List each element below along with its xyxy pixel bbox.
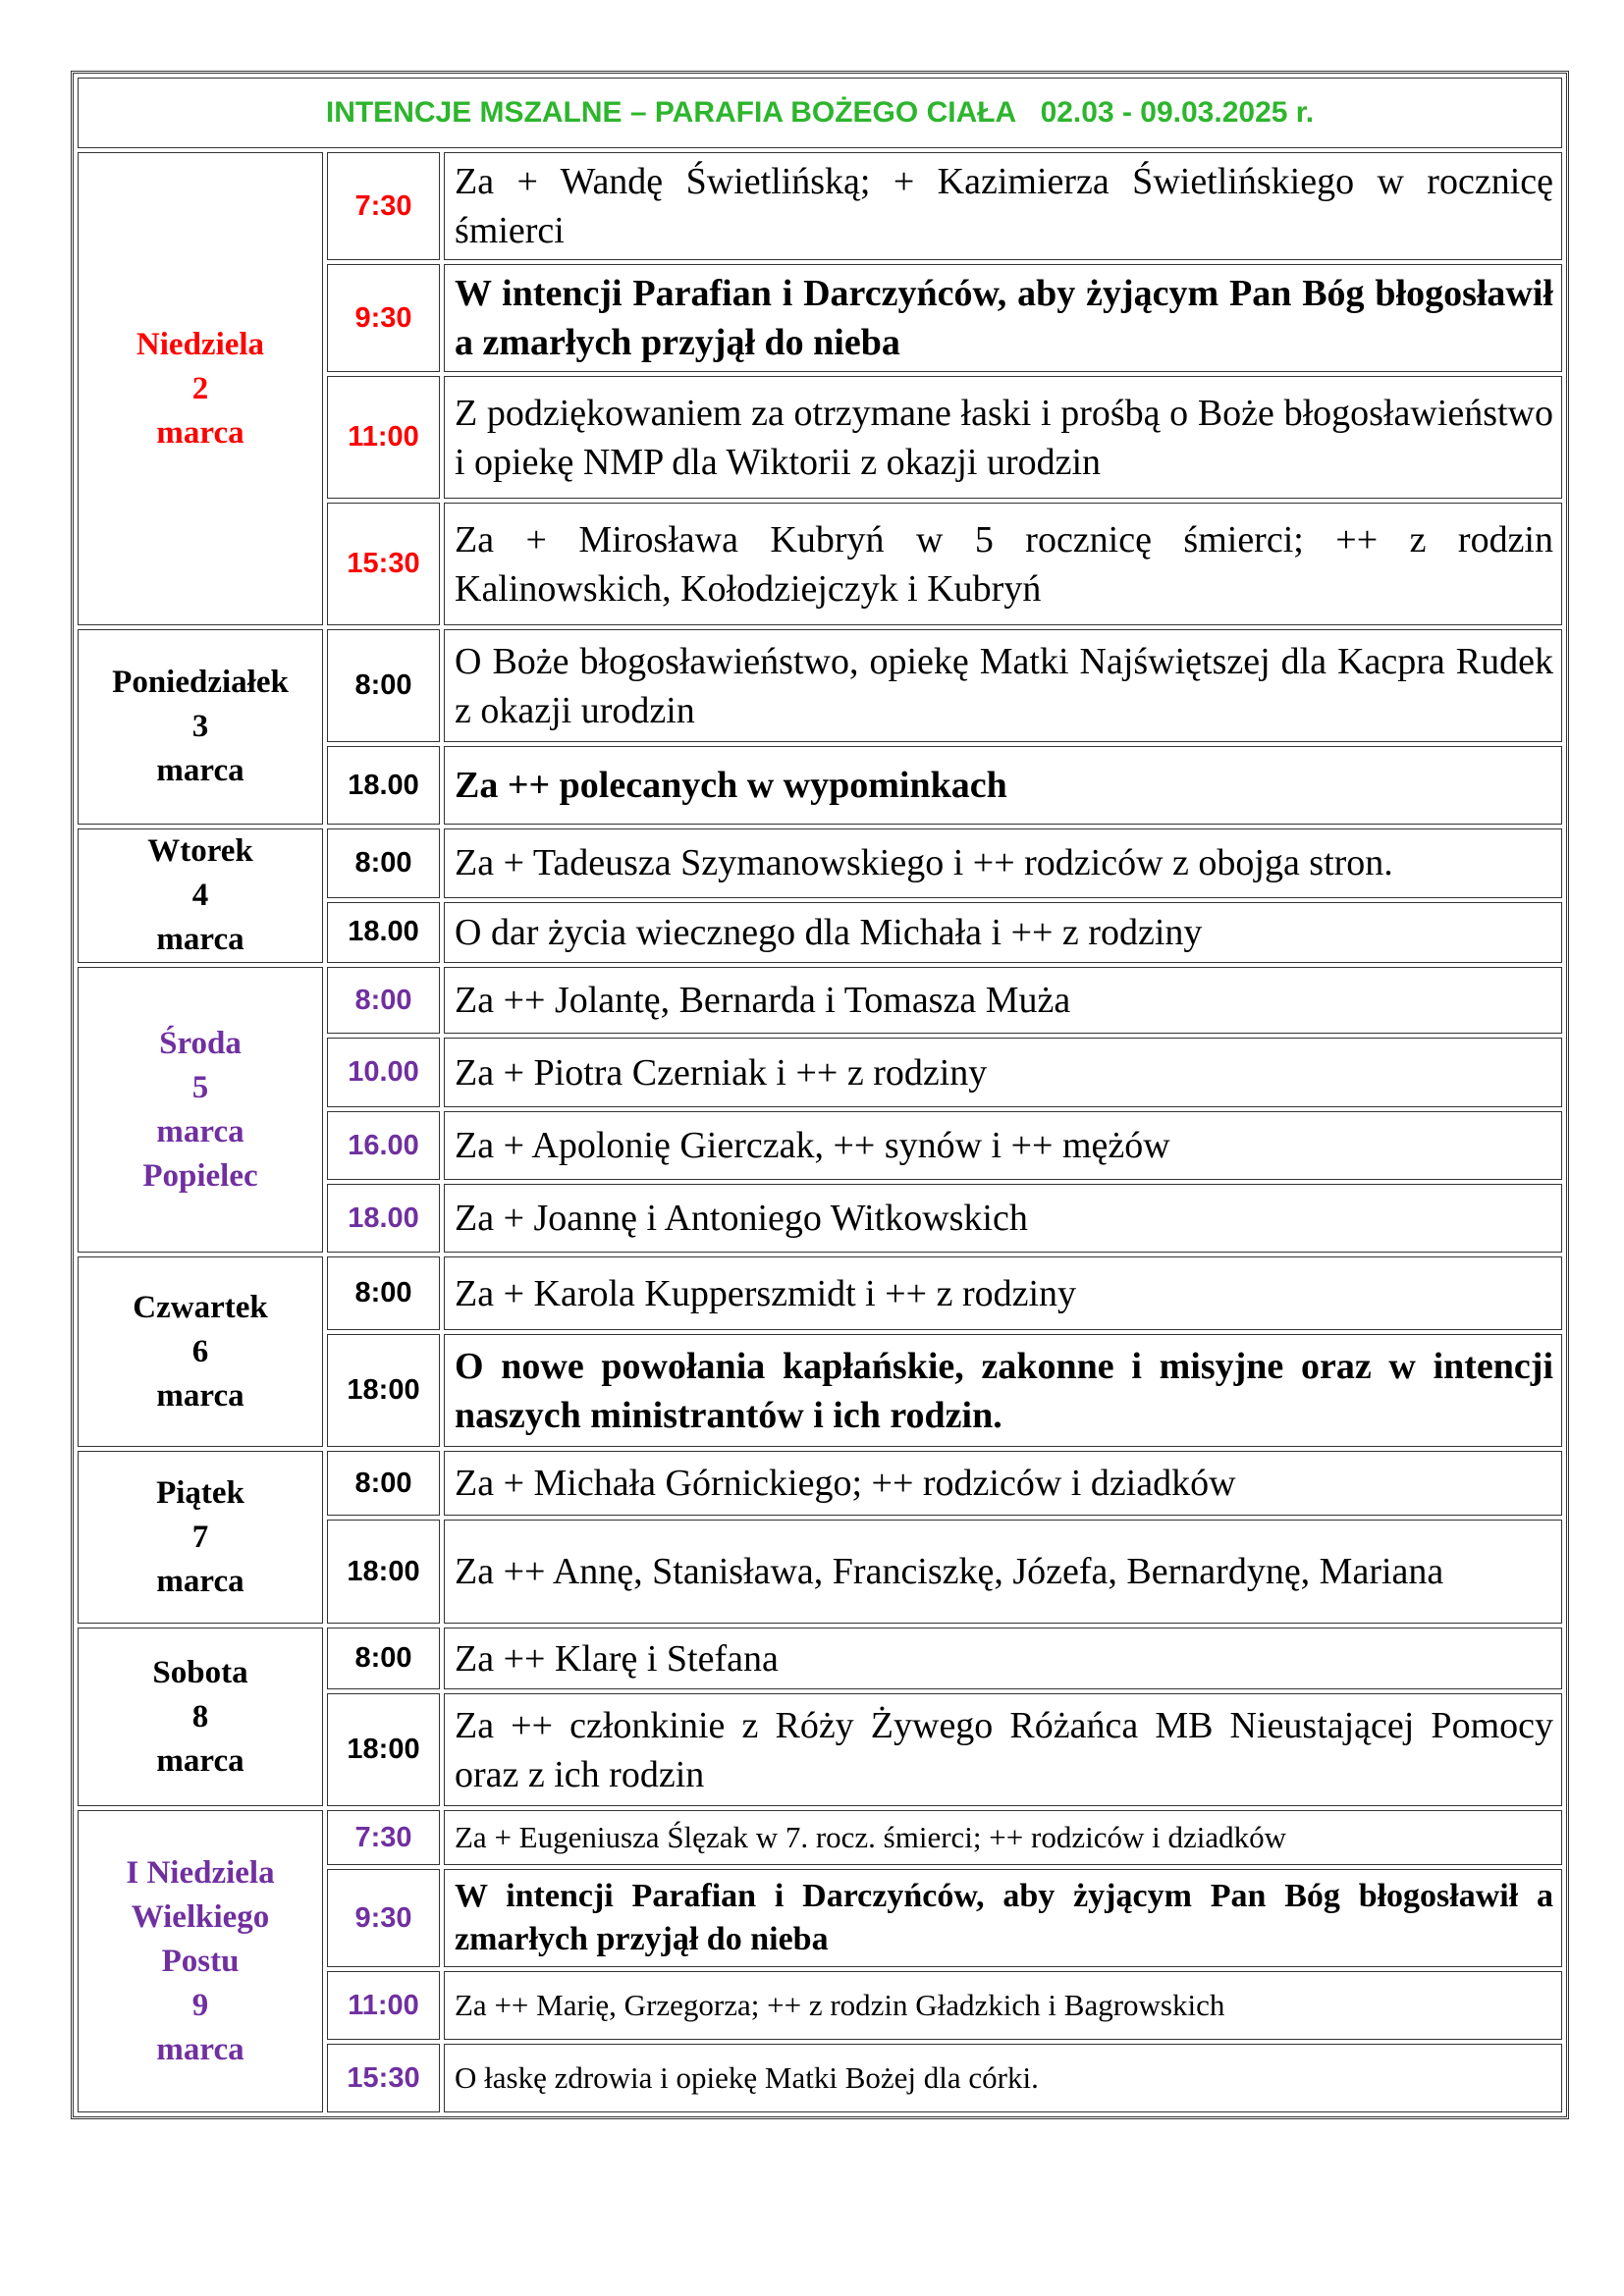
day-label-line: Wielkiego [131,1898,270,1935]
title-cell [78,78,1562,148]
day-cell [78,967,323,1253]
mass-time: 8:00 [327,629,440,742]
day-label-line: marca [156,414,244,451]
day-label-line: marca [156,1563,244,1599]
day-cell [78,828,323,963]
mass-time: 18.00 [327,746,440,825]
mass-time: 9:30 [327,264,440,372]
mass-intention: Za + Apolonię Gierczak, ++ synów i ++ mężów [444,1111,1562,1180]
day-label-line: Czwartek [133,1289,268,1325]
day-label-line: 4 [191,878,209,913]
mass-time: 18:00 [327,1520,440,1624]
day-label-line: marca [156,753,244,788]
mass-time: 18:00 [327,1693,440,1806]
mass-intention: W intencji Parafian i Darczyńców, aby żyjącym Pan Bóg błogosławił a zmarłych przyjął do nieba [444,1869,1562,1967]
mass-row [78,1451,1562,1516]
day-label-line: Wtorek [147,833,253,869]
day-label-line: Środa [159,1025,242,1061]
mass-intention: Za + Tadeusza Szymanowskiego i ++ rodziców z obojga stron. [444,828,1562,898]
day-label-line: marca [156,1377,244,1414]
day-label-line: marca [156,922,244,957]
day-label-line: Popielec [142,1157,258,1194]
mass-intention: Za ++ Annę, Stanisława, Franciszkę, Józefa, Bernardynę, Mariana [444,1520,1562,1624]
day-label-line: I Niedziela [126,1854,275,1891]
mass-intention: Za + Michała Górnickiego; ++ rodziców i dziadków [444,1451,1562,1516]
day-label-line: 2 [191,370,209,406]
day-label-line: 9 [191,1987,209,2023]
mass-time: 18.00 [327,902,440,963]
mass-intention: Za + Karola Kupperszmidt i ++ z rodziny [444,1256,1562,1330]
mass-time: 9:30 [327,1869,440,1967]
day-label-line: marca [156,1113,244,1149]
mass-time: 11:00 [327,376,440,499]
mass-time: 15:30 [327,503,440,625]
mass-intention: Za ++ Jolantę, Bernarda i Tomasza Muża [444,967,1562,1034]
mass-row [78,1810,1562,1865]
mass-row [78,1628,1562,1689]
mass-intention: O dar życia wiecznego dla Michała i ++ z rodziny [444,902,1562,963]
page-title: INTENCJE MSZALNE – PARAFIA BOŻEGO CIAŁA [325,96,1017,129]
mass-intention: Za ++ Klarę i Stefana [444,1628,1562,1689]
mass-intention: Z podziękowaniem za otrzymane łaski i prośbą o Boże błogosławieństwo i opiekę NMP dla Wiktorii z okazji urodzin [444,376,1562,499]
mass-time: 10.00 [327,1038,440,1107]
mass-intention: Za + Piotra Czerniak i ++ z rodziny [444,1038,1562,1107]
mass-intention: Za ++ członkinie z Róży Żywego Różańca MB Nieustającej Pomocy oraz z ich rodzin [444,1693,1562,1806]
mass-row [78,1256,1562,1330]
mass-time: 7:30 [327,152,440,260]
mass-intention: Za + Eugeniusza Ślęzak w 7. rocz. śmierci; ++ rodziców i dziadków [444,1810,1562,1865]
intentions-sheet [71,71,1569,2119]
day-cell [78,1451,323,1624]
day-label-line: Niedziela [135,326,265,362]
day-label-line: Poniedziałek [112,665,289,700]
mass-row [78,967,1562,1034]
mass-time: 15:30 [327,2044,440,2112]
day-cell [78,152,323,625]
day-label-line: 5 [191,1069,209,1105]
day-cell [78,1810,323,2112]
mass-time: 8:00 [327,1628,440,1689]
mass-time: 18:00 [327,1334,440,1447]
mass-row [78,152,1562,260]
intentions-table [74,74,1566,2116]
day-label-line: marca [156,2031,244,2067]
day-label-line: Sobota [152,1654,248,1690]
mass-intention: Za + Joannę i Antoniego Witkowskich [444,1184,1562,1253]
date-range: 02.03 - 09.03.2025 r. [1040,96,1315,129]
day-label-line: 6 [191,1333,209,1369]
day-label-line: Postu [161,1943,240,1979]
mass-intention: O nowe powołania kapłańskie, zakonne i misyjne oraz w intencji naszych ministrantów i ich rodzin. [444,1334,1562,1447]
day-label-line: marca [156,1742,244,1779]
mass-intention: W intencji Parafian i Darczyńców, aby żyjącym Pan Bóg błogosławił a zmarłych przyjął do nieba [444,264,1562,372]
day-label-line: 8 [191,1698,209,1735]
day-cell [78,629,323,825]
mass-intention: O łaskę zdrowia i opiekę Matki Bożej dla córki. [444,2044,1562,2112]
title-row [78,78,1562,148]
mass-time: 8:00 [327,1451,440,1516]
mass-intention: Za ++ Marię, Grzegorza; ++ z rodzin Gładzkich i Bagrowskich [444,1971,1562,2040]
mass-time: 18.00 [327,1184,440,1253]
mass-intention: Za ++ polecanych w wypominkach [444,746,1562,825]
day-cell [78,1256,323,1447]
mass-intention: Za + Mirosława Kubryń w 5 rocznicę śmierci; ++ z rodzin Kalinowskich, Kołodziejczyk i Kubryń [444,503,1562,625]
day-label-line: Piątek [156,1474,244,1511]
mass-time: 8:00 [327,1256,440,1330]
mass-intention: O Boże błogosławieństwo, opiekę Matki Najświętszej dla Kacpra Rudek z okazji urodzin [444,629,1562,742]
mass-intention: Za + Wandę Świetlińską; + Kazimierza Świetlińskiego w rocznicę śmierci [444,152,1562,260]
mass-time: 16.00 [327,1111,440,1180]
mass-time: 8:00 [327,828,440,898]
mass-row [78,828,1562,898]
mass-row [78,629,1562,742]
day-label-line: 7 [191,1519,209,1555]
day-label-line: 3 [191,709,209,744]
mass-time: 7:30 [327,1810,440,1865]
mass-time: 11:00 [327,1971,440,2040]
day-cell [78,1628,323,1806]
mass-time: 8:00 [327,967,440,1034]
